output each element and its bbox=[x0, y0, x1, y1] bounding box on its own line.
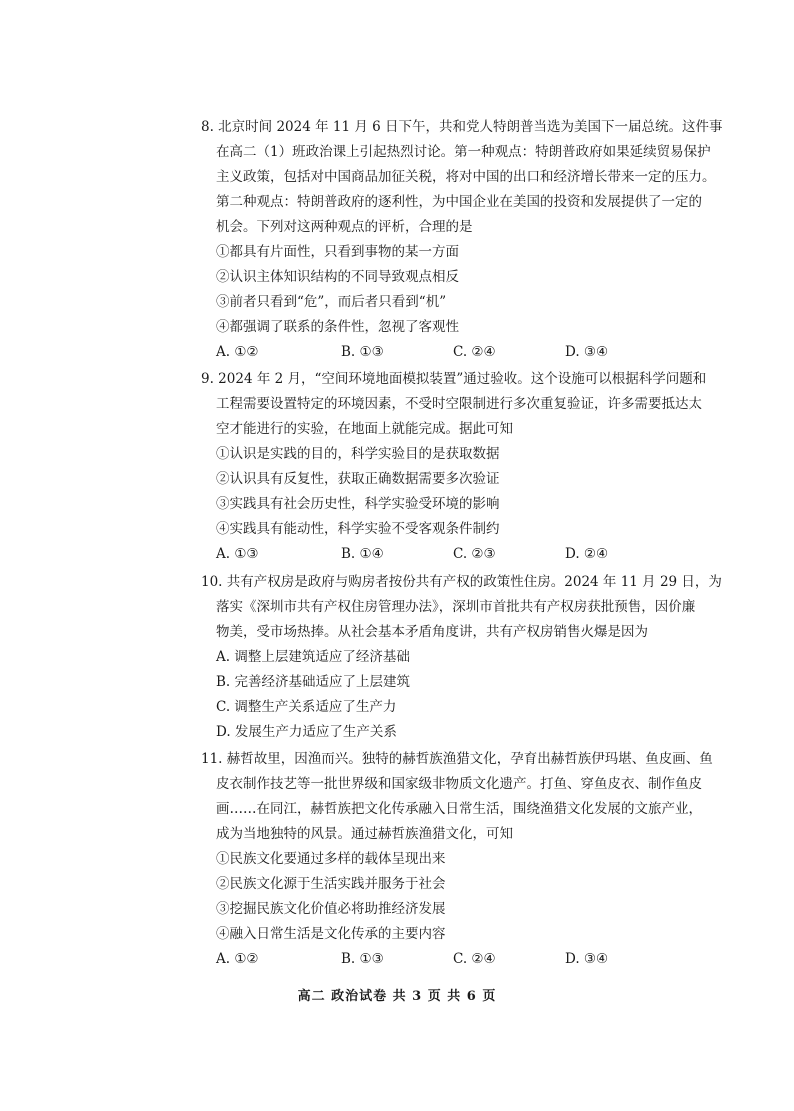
question-9-statement: ③实践具有社会历史性，科学实验受环境的影响 bbox=[216, 496, 500, 512]
choice-a[interactable]: A. ①③ bbox=[216, 546, 259, 562]
question-9 bbox=[201, 367, 707, 567]
question-11-choices bbox=[201, 947, 611, 972]
question-10 bbox=[201, 570, 722, 745]
choice-c[interactable]: C. ②④ bbox=[453, 344, 496, 360]
question-9-line: 工程需要设置特定的环境因素，不受时空限制进行多次重复验证，许多需要抵达太 bbox=[216, 396, 702, 412]
question-8-line: 在高二（1）班政治课上引起热烈讨论。第一种观点：特朗普政府如果延续贸易保护 bbox=[216, 144, 711, 160]
question-8-line: 主义政策，包括对中国商品加征关税，将对中国的出口和经济增长带来一定的压力。 bbox=[216, 169, 716, 185]
question-8-line: 机会。下列对这两种观点的评析，合理的是 bbox=[216, 219, 473, 235]
question-8 bbox=[201, 115, 723, 365]
choice-c[interactable]: C. ②③ bbox=[453, 546, 496, 562]
choice-b[interactable]: B. ①③ bbox=[341, 951, 384, 967]
choice-d[interactable]: D. 发展生产力适应了生产关系 bbox=[216, 724, 397, 740]
choice-b[interactable]: B. ①④ bbox=[341, 546, 384, 562]
question-11-statement: ④融入日常生活是文化传承的主要内容 bbox=[216, 926, 446, 942]
question-9-line: 9. 2024 年 2 月，“空间环境地面模拟装置”通过验收。这个设施可以根据科学问题和 bbox=[201, 371, 707, 387]
choice-b[interactable]: B. ①③ bbox=[341, 344, 384, 360]
question-9-choices bbox=[201, 542, 611, 567]
choice-c[interactable]: C. 调整生产关系适应了生产力 bbox=[216, 699, 397, 715]
question-11 bbox=[201, 747, 713, 972]
question-11-statement: ②民族文化源于生活实践并服务于社会 bbox=[216, 876, 446, 892]
question-9-line: 空才能进行的实验，在地面上就能完成。据此可知 bbox=[216, 421, 513, 437]
choice-d[interactable]: D. ③④ bbox=[565, 344, 609, 360]
question-8-line: 第二种观点：特朗普政府的逐利性，为中国企业在美国的投资和发展提供了一定的 bbox=[216, 194, 702, 210]
question-9-statement: ④实践具有能动性，科学实验不受客观条件制约 bbox=[216, 521, 500, 537]
choice-a[interactable]: A. 调整上层建筑适应了经济基础 bbox=[216, 649, 410, 665]
question-11-line: 成为当地独特的风景。通过赫哲族渔猎文化，可知 bbox=[216, 826, 513, 842]
choice-a[interactable]: A. ①② bbox=[216, 344, 259, 360]
question-8-statement: ①都具有片面性，只看到事物的某一方面 bbox=[216, 244, 459, 260]
question-8-statement: ④都强调了联系的条件性，忽视了客观性 bbox=[216, 319, 459, 335]
question-9-statement: ①认识是实践的目的，科学实验目的是获取数据 bbox=[216, 446, 500, 462]
page-footer: 高二 政治试卷 共 3 页 共 6 页 bbox=[297, 989, 497, 1004]
question-8-line: 8. 北京时间 2024 年 11 月 6 日下午，共和党人特朗普当选为美国下一届总统。这件事 bbox=[201, 119, 723, 135]
question-10-line: 物美，受市场热捧。从社会基本矛盾角度讲，共有产权房销售火爆是因为 bbox=[216, 624, 648, 640]
choice-a[interactable]: A. ①② bbox=[216, 951, 259, 967]
question-8-statement: ③前者只看到“危”，而后者只看到“机” bbox=[216, 294, 447, 310]
question-8-choices bbox=[201, 340, 611, 365]
question-11-line: 皮衣制作技艺等一批世界级和国家级非物质文化遗产。打鱼、穿鱼皮衣、制作鱼皮 bbox=[216, 776, 702, 792]
choice-c[interactable]: C. ②④ bbox=[453, 951, 496, 967]
question-11-statement: ③挖掘民族文化价值必将助推经济发展 bbox=[216, 901, 446, 917]
question-9-statement: ②认识具有反复性，获取正确数据需要多次验证 bbox=[216, 471, 500, 487]
choice-b[interactable]: B. 完善经济基础适应了上层建筑 bbox=[216, 674, 411, 690]
choice-d[interactable]: D. ③④ bbox=[565, 951, 609, 967]
question-10-line: 10. 共有产权房是政府与购房者按份共有产权的政策性住房。2024 年 11 月 29 日，为 bbox=[201, 574, 722, 590]
question-8-statement: ②认识主体知识结构的不同导致观点相反 bbox=[216, 269, 459, 285]
question-11-statement: ①民族文化要通过多样的载体呈现出来 bbox=[216, 851, 446, 867]
question-10-line: 落实《深圳市共有产权住房管理办法》，深圳市首批共有产权房获批预售，因价廉 bbox=[216, 599, 696, 615]
question-11-line: 11. 赫哲故里，因渔而兴。独特的赫哲族渔猎文化，孕育出赫哲族伊玛堪、鱼皮画、鱼 bbox=[201, 751, 713, 767]
choice-d[interactable]: D. ②④ bbox=[565, 546, 609, 562]
question-11-line: 画……在同江，赫哲族把文化传承融入日常生活，围绕渔猎文化发展的文旅产业， bbox=[216, 801, 702, 817]
